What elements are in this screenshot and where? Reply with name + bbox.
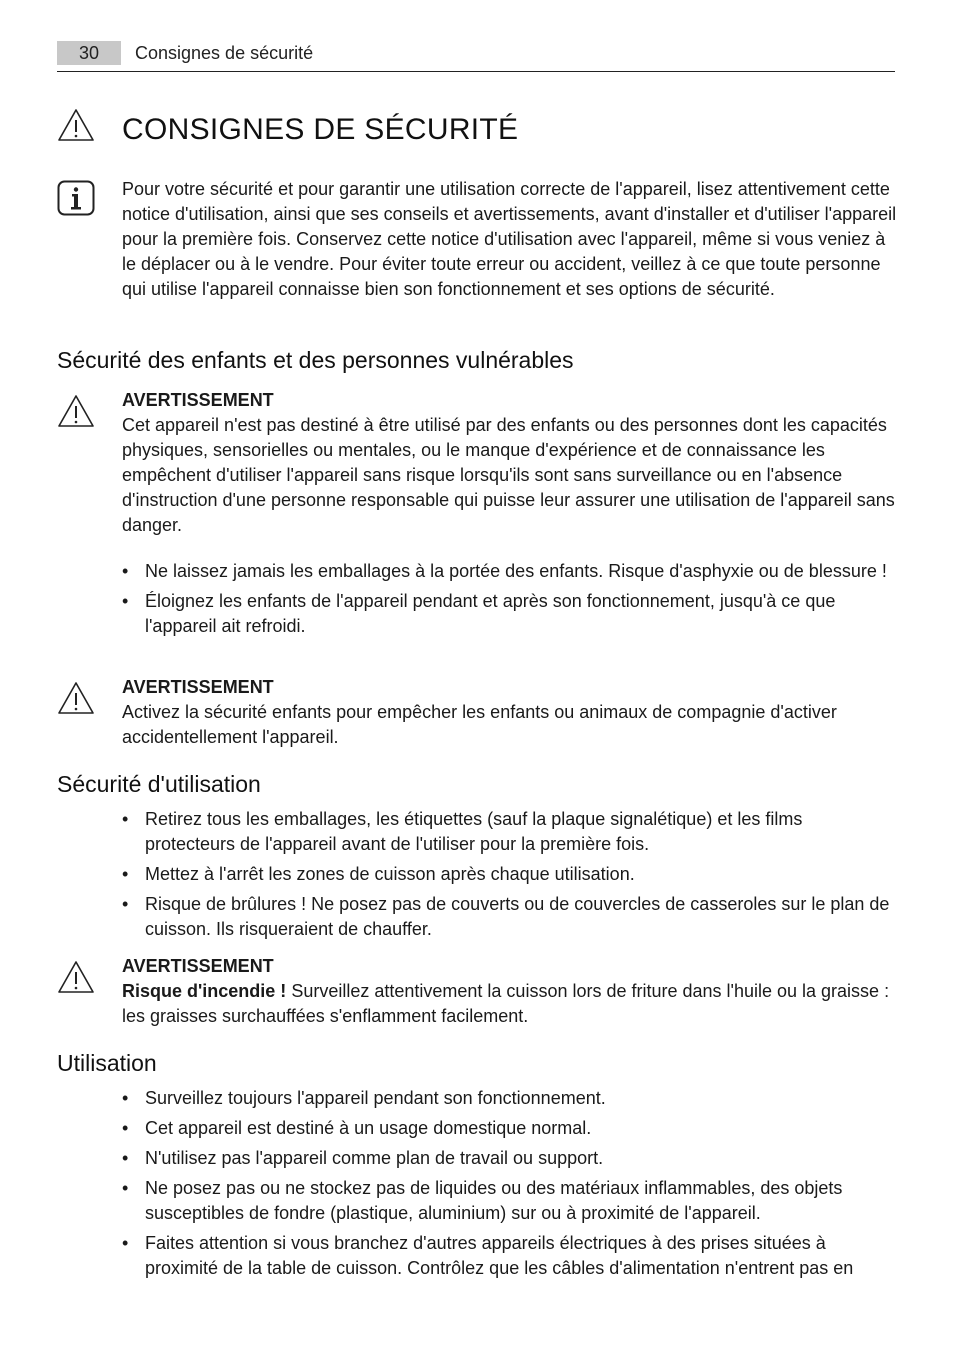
intro-paragraph xyxy=(122,177,897,302)
bullet: • xyxy=(122,1088,129,1108)
page-title: CONSIGNES DE SÉCURITÉ xyxy=(122,113,519,146)
list-item-text: Surveillez toujours l'appareil pendant son fonctionnement. xyxy=(145,1088,606,1108)
list-item xyxy=(122,559,897,584)
list-item-text: Risque de brûlures ! Ne posez pas de couverts ou de couvercles de casseroles sur le plan de cuisson. Ils risqueraient de chauffer. xyxy=(145,894,890,939)
list-item-text: Éloignez les enfants de l'appareil pendant et après son fonctionnement, jusqu'à ce que l'appareil ait refroidi. xyxy=(145,591,836,636)
usage-safety-bullet-list xyxy=(122,807,897,947)
bullet: • xyxy=(122,1233,129,1253)
section-heading-usage: Utilisation xyxy=(57,1050,157,1076)
warning-children-1 xyxy=(122,388,897,538)
list-item xyxy=(122,807,897,857)
bullet: • xyxy=(122,864,129,884)
warning-triangle-icon xyxy=(57,960,95,994)
warning-fire xyxy=(122,954,897,1029)
bullet: • xyxy=(122,1118,129,1138)
warning-lead: Risque d'incendie ! xyxy=(122,981,287,1001)
intro-text: Pour votre sécurité et pour garantir une utilisation correcte de l'appareil, lisez attentivement cette notice d'utilisation, ainsi que ses conseils et avertissements, avant d'installer et d'utiliser l'appareil pour la première fois. Conservez cette notice d'utilisation avec l'appareil, même si vous veniez à le déplacer ou à le vendre. Pour éviter toute erreur ou accident, veillez à ce que toute personne qui utilise l'appareil connaisse bien son fonctionnement et ses options de sécurité. xyxy=(122,179,897,299)
bullet: • xyxy=(122,591,129,611)
section-heading-children: Sécurité des enfants et des personnes vulnérables xyxy=(57,347,574,373)
list-item-text: Ne posez pas ou ne stockez pas de liquides ou des matériaux inflammables, des objets susceptibles de fondre (plastique, aluminium) sur ou à proximité de l'appareil. xyxy=(145,1178,843,1223)
warning-text: Activez la sécurité enfants pour empêcher les enfants ou animaux de compagnie d'activer accidentellement l'appareil. xyxy=(122,702,837,747)
header-section-title: Consignes de sécurité xyxy=(135,43,314,63)
list-item xyxy=(122,1231,897,1281)
warning-label: AVERTISSEMENT xyxy=(122,677,274,697)
warning-body xyxy=(122,979,897,1029)
list-item xyxy=(122,1086,897,1111)
list-item xyxy=(122,1116,897,1141)
section-heading-usage-safety: Sécurité d'utilisation xyxy=(57,771,261,797)
warning-label: AVERTISSEMENT xyxy=(122,390,274,410)
list-item xyxy=(122,1146,897,1171)
list-item-text: Ne laissez jamais les emballages à la portée des enfants. Risque d'asphyxie ou de blessure ! xyxy=(145,561,887,581)
list-item-text: Retirez tous les emballages, les étiquettes (sauf la plaque signalétique) et les films protecteurs de l'appareil avant de l'utiliser pour la première fois. xyxy=(145,809,803,854)
warning-triangle-icon xyxy=(57,681,95,715)
list-item-text: Cet appareil est destiné à un usage domestique normal. xyxy=(145,1118,592,1138)
list-item-text: N'utilisez pas l'appareil comme plan de travail ou support. xyxy=(145,1148,604,1168)
warning-triangle-icon xyxy=(57,108,95,142)
bullet: • xyxy=(122,894,129,914)
warning-children-2 xyxy=(122,675,897,750)
warning-label: AVERTISSEMENT xyxy=(122,956,274,976)
list-item-text: Faites attention si vous branchez d'autres appareils électriques à des prises situées à proximité de la table de cuisson. Contrôlez que les câbles d'alimentation n'entrent pas en xyxy=(145,1233,854,1278)
page-number: 30 xyxy=(57,41,121,65)
list-item-text: Mettez à l'arrêt les zones de cuisson après chaque utilisation. xyxy=(145,864,635,884)
warning-text: Cet appareil n'est pas destiné à être utilisé par des enfants ou des personnes dont les capacités physiques, sensorielles ou mentales, ou le manque d'expérience et de connaissance les empêchent d'utiliser l'appareil sans risque lorsqu'ils sont sans surveillance ou en l'absence d'instruction d'une personne responsable qui puisse leur assurer une utilisation de l'appareil sans danger. xyxy=(122,415,895,535)
warning-triangle-icon xyxy=(57,394,95,428)
list-item xyxy=(122,589,897,639)
bullet: • xyxy=(122,561,129,581)
info-icon xyxy=(57,180,95,216)
bullet: • xyxy=(122,1148,129,1168)
warning-text: Surveillez attentivement la cuisson lors de friture dans l'huile ou la graisse : les graisses surchauffées s'enflamment facilement. xyxy=(122,981,890,1026)
list-item xyxy=(122,862,897,887)
list-item xyxy=(122,1176,897,1226)
bullet: • xyxy=(122,809,129,829)
list-item xyxy=(122,892,897,942)
usage-bullet-list xyxy=(122,1086,897,1286)
page-header xyxy=(57,41,895,72)
children-bullet-list xyxy=(122,559,897,644)
bullet: • xyxy=(122,1178,129,1198)
